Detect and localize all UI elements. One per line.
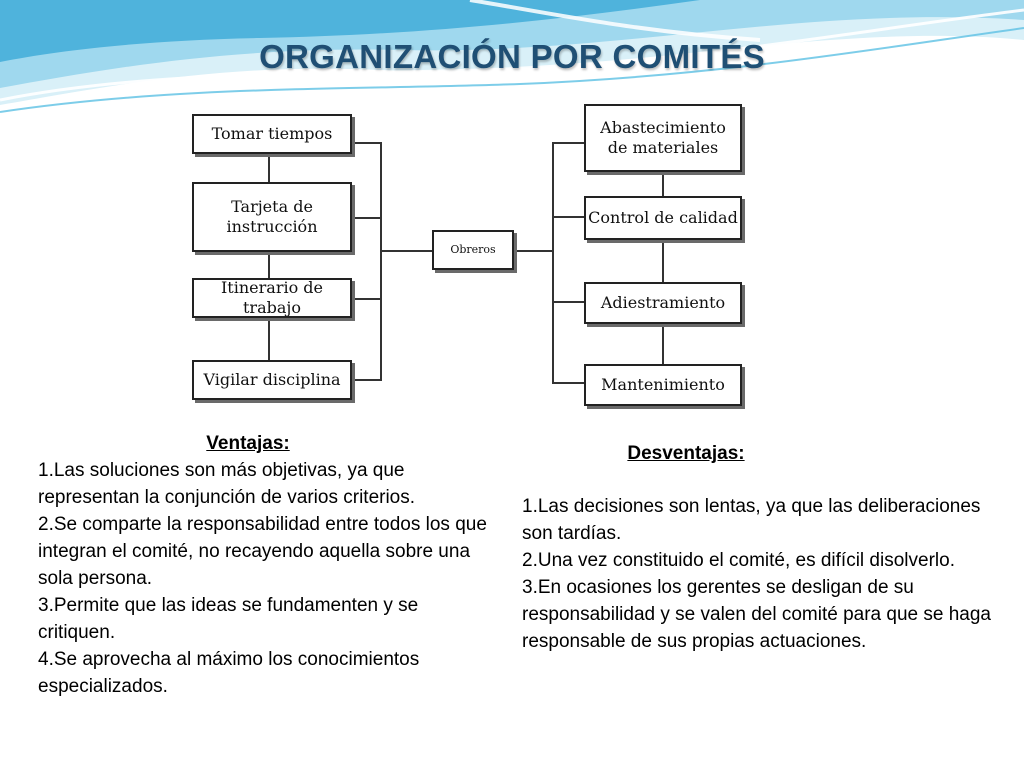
connector-right-center xyxy=(512,250,554,252)
desventajas-item-2: 2.Una vez constituido el comité, es difícil disolverlo. xyxy=(522,550,955,571)
ventajas-item-1: 1.Las soluciones son más objetivas, ya que representan la conjunción de varios criterios. xyxy=(38,460,416,508)
box-abastecimiento: Abastecimiento de materiales xyxy=(584,104,742,172)
desventajas-item-3: 3.En ocasiones los gerentes se desligan de su responsabilidad y se valen del comité para que se haga responsable de sus propias actuaciones. xyxy=(522,577,991,652)
ventajas-heading: Ventajas: xyxy=(206,433,290,454)
connector-left-3 xyxy=(350,298,382,300)
ventajas-item-3: 3.Permite que las ideas se fundamenten y se critiquen. xyxy=(38,595,419,643)
connector-left-4 xyxy=(350,379,382,381)
connector-left-center xyxy=(380,250,432,252)
committee-diagram xyxy=(184,96,756,412)
desventajas-heading: Desventajas: xyxy=(627,443,745,464)
desventajas-section xyxy=(522,440,1002,655)
connector-right-bus xyxy=(552,142,554,384)
connector-right-2 xyxy=(552,216,584,218)
desventajas-item-1: 1.Las decisiones son lentas, ya que las deliberaciones son tardías. xyxy=(522,496,981,544)
box-control-calidad: Control de calidad xyxy=(584,196,742,240)
box-mantenimiento: Mantenimiento xyxy=(584,364,742,406)
slide-title: ORGANIZACIÓN POR COMITÉS xyxy=(259,38,765,75)
box-tomar-tiempos: Tomar tiempos xyxy=(192,114,352,154)
ventajas-item-2: 2.Se comparte la responsabilidad entre todos los que integran el comité, no recayendo aquella sobre una sola persona. xyxy=(38,514,487,589)
connector-left-bus xyxy=(380,142,382,380)
connector-right-1 xyxy=(552,142,584,144)
box-adiestramiento: Adiestramiento xyxy=(584,282,742,324)
box-itinerario-trabajo: Itinerario de trabajo xyxy=(192,278,352,318)
ventajas-section xyxy=(38,430,488,700)
box-obreros: Obreros xyxy=(432,230,514,270)
connector-left-1 xyxy=(350,142,382,144)
connector-left-2 xyxy=(350,217,382,219)
ventajas-item-4: 4.Se aprovecha al máximo los conocimientos especializados. xyxy=(38,649,420,697)
box-tarjeta-instruccion: Tarjeta de instrucción xyxy=(192,182,352,252)
box-vigilar-disciplina: Vigilar disciplina xyxy=(192,360,352,400)
connector-right-4 xyxy=(552,382,584,384)
connector-right-3 xyxy=(552,301,584,303)
